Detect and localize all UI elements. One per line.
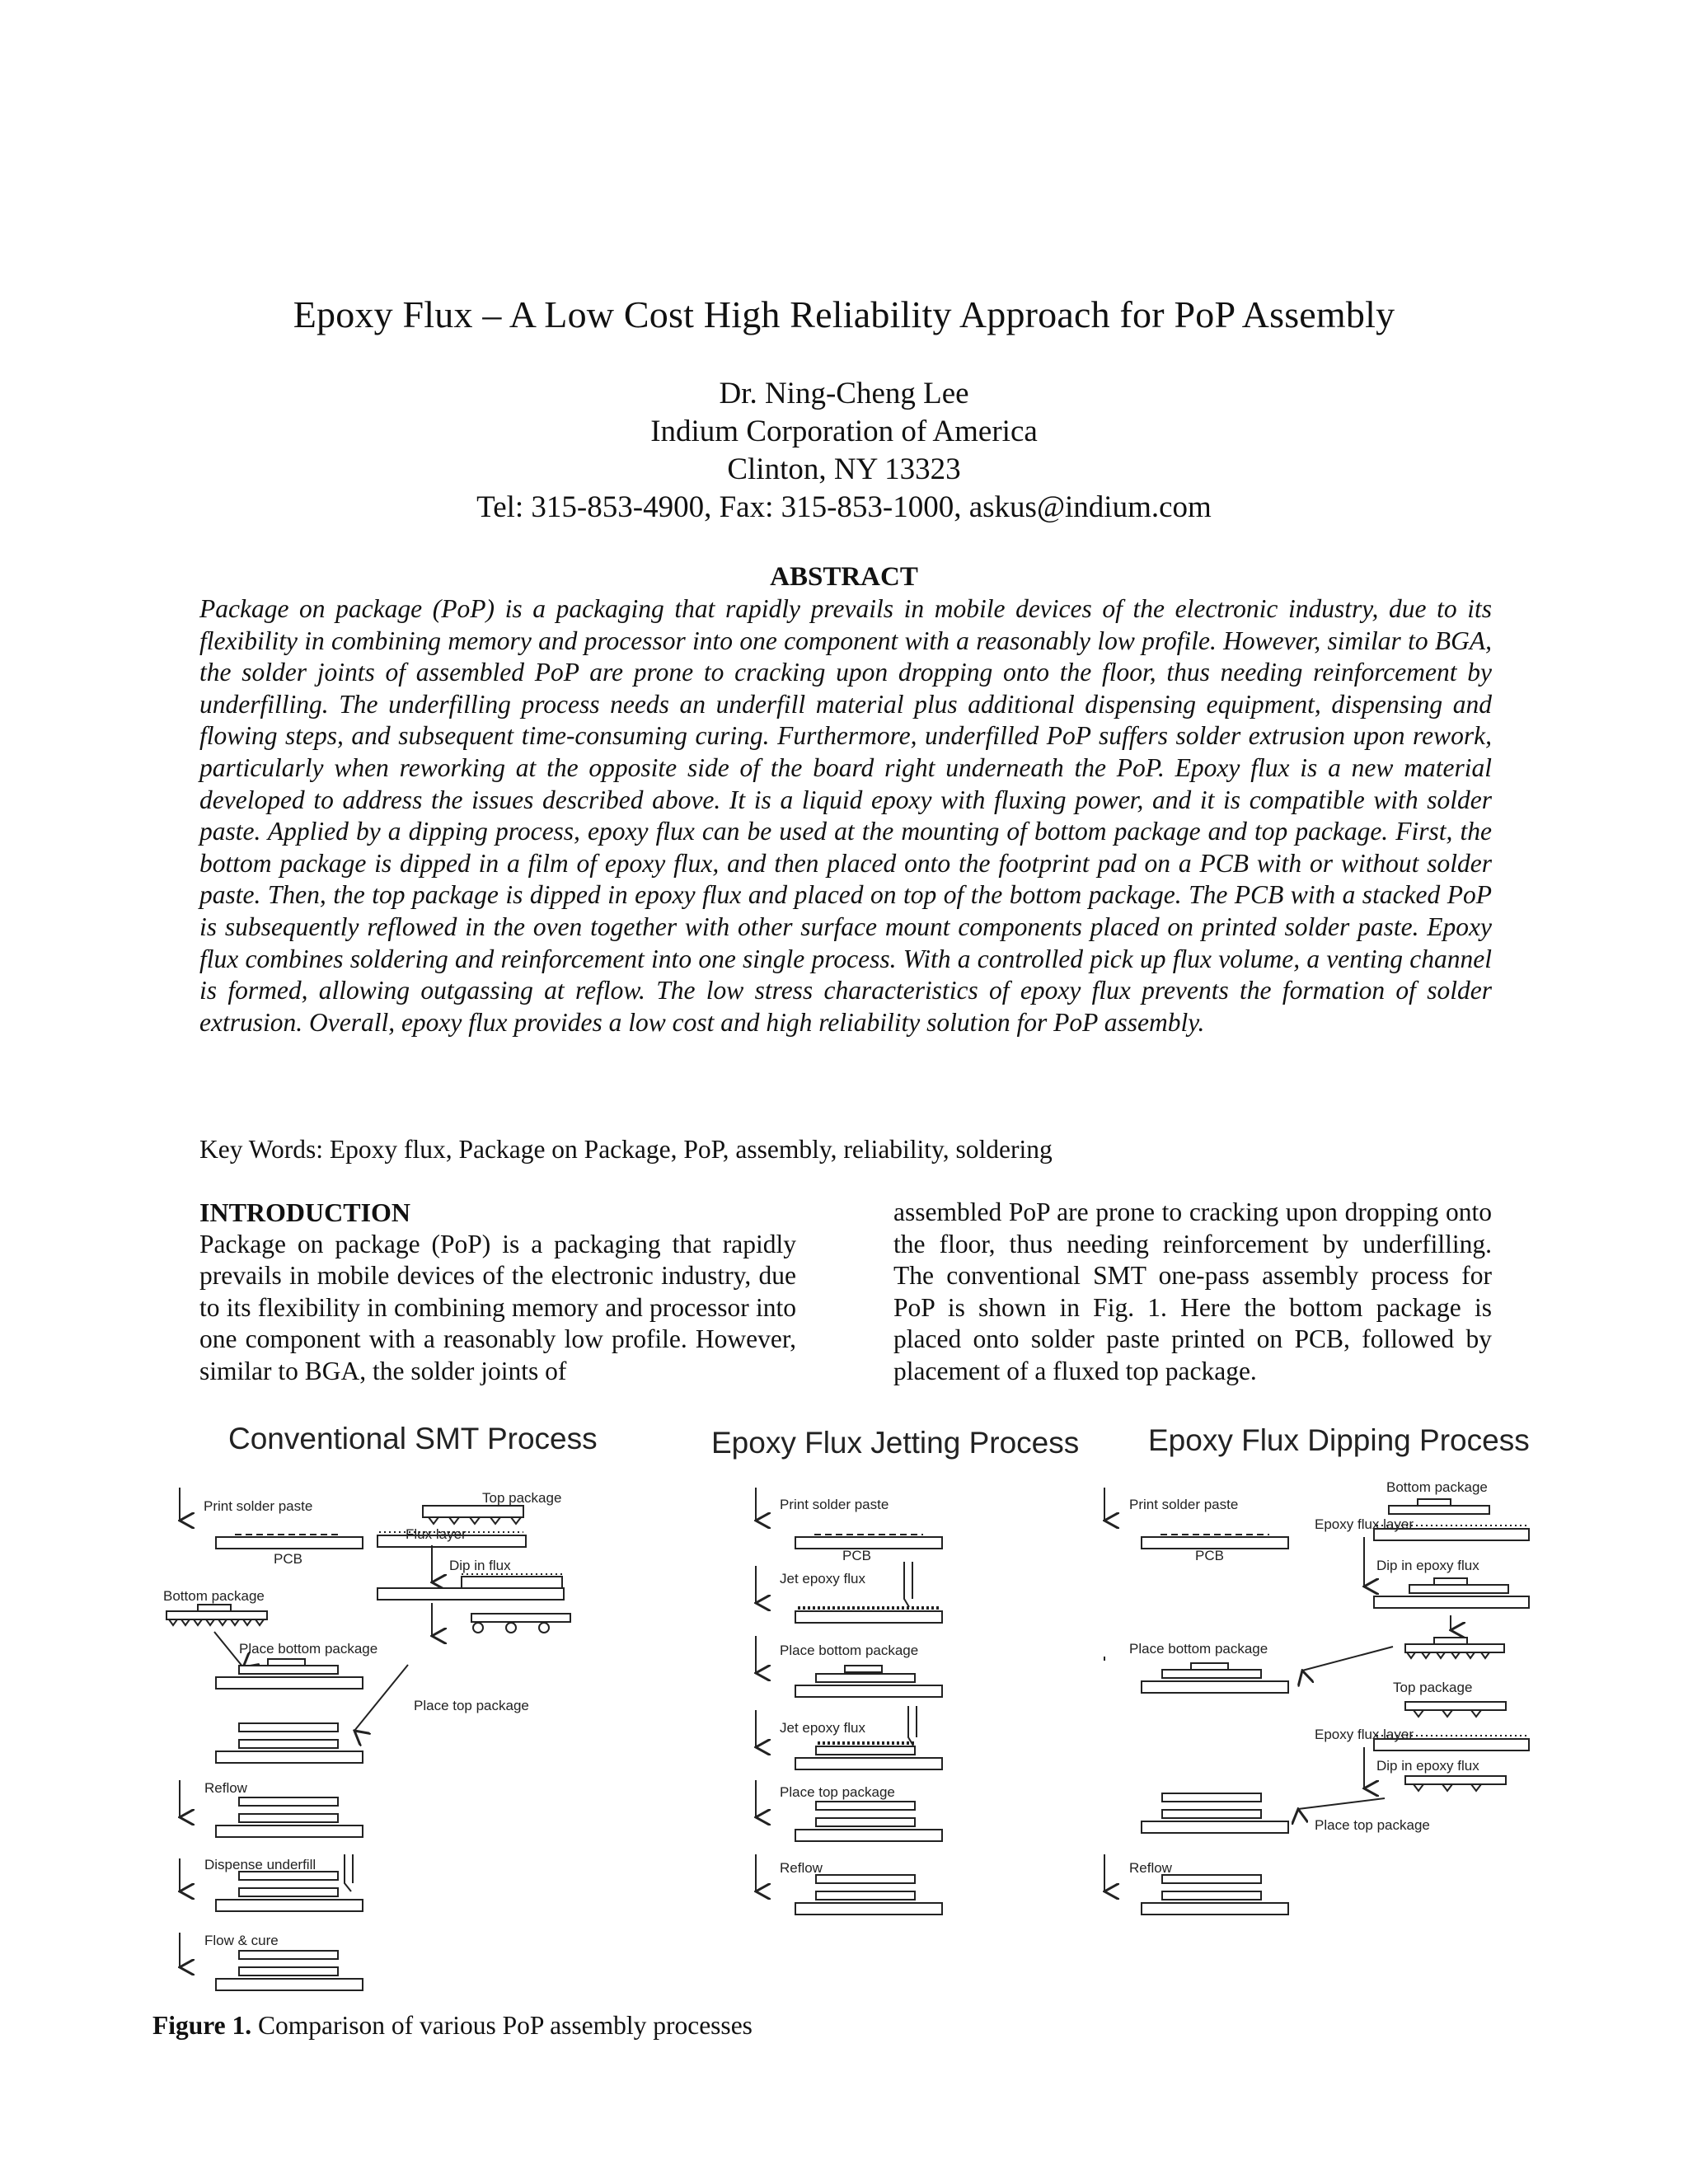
figure-1 — [148, 1413, 1550, 2007]
panel-1-label-place-bottom-package: Place bottom package — [239, 1641, 378, 1657]
panel-1-label-print-solder-paste: Print solder paste — [204, 1498, 313, 1514]
panel-1-label-flow-cure: Flow & cure — [204, 1933, 279, 1948]
author-name: Dr. Ning-Cheng Lee — [719, 377, 969, 410]
panel-3-label-pcb: PCB — [1195, 1548, 1224, 1563]
panel-1-label-bottom-package: Bottom package — [163, 1588, 265, 1604]
panel-3-label-dip-in-epoxy-flux-2: Dip in epoxy flux — [1376, 1758, 1479, 1774]
panel-2-label-jet-epoxy-flux: Jet epoxy flux — [780, 1571, 865, 1586]
panel-2-label-place-bottom-package: Place bottom package — [780, 1643, 919, 1658]
caption-text: Comparison of various PoP assembly processes — [251, 2011, 753, 2040]
intro-right-column — [893, 1197, 1492, 1388]
panel-1-label-top-package: Top package — [482, 1490, 562, 1506]
intro-heading: INTRODUCTION — [199, 1197, 411, 1227]
caption-label: Figure 1. — [152, 2011, 252, 2040]
abstract-heading: ABSTRACT — [770, 562, 918, 592]
panel-3-label-print-solder-paste: Print solder paste — [1129, 1497, 1239, 1512]
author-contact: Tel: 315-853-4900, Fax: 315-853-1000, askus@indium.com — [476, 490, 1212, 524]
author-block — [0, 375, 1688, 527]
figure-caption — [152, 2011, 1306, 2041]
author-address: Clinton, NY 13323 — [727, 452, 961, 486]
panel-3-label-dip-in-epoxy-flux: Dip in epoxy flux — [1376, 1558, 1479, 1573]
panel-1-label-pcb: PCB — [274, 1551, 302, 1567]
figure-diagram — [148, 1413, 1550, 2007]
panel-2-label-reflow: Reflow — [780, 1860, 823, 1876]
panel-1-title: Conventional SMT Process — [228, 1422, 598, 1455]
panel-3-title: Epoxy Flux Dipping Process — [1148, 1423, 1530, 1457]
panel-3-label-place-bottom-package: Place bottom package — [1129, 1641, 1268, 1657]
panel-2-title: Epoxy Flux Jetting Process — [711, 1426, 1080, 1460]
intro-left-column — [199, 1197, 796, 1388]
abstract-body: Package on package (PoP) is a packaging that rapidly prevails in mobile devices of the electronic industry, due to its flexibility in combining memory and processor into one component with a reasonably low profile. However, similar to BGA, the solder joints of assembled PoP are prone to cracking upon dropping onto the floor, thus needing reinforcement by underfilling. The underfilling process needs an underfill material plus additional dispensing equipment, dispensing and flowing steps, and subsequent time-consuming curing. Furthermore, underfilled PoP suffers solder extrusion upon rework, particularly when reworking at the opposite side of the board right underneath the PoP. Epoxy flux is a new material developed to address the issues described above. It is a liquid epoxy with fluxing power, and it is compatible with solder paste. Applied by a dipping process, epoxy flux can be used at the mounting of bottom package and top package. First, the bottom package is dipped in a film of epoxy flux, and then placed onto the footprint pad on a PCB with or without solder paste. Then, the top package is dipped in epoxy flux and placed on top of the bottom package. The PCB with a stacked PoP is subsequently reflowed in the oven together with other surface mount components placed on printed solder paste. Epoxy flux combines soldering and reinforcement into one single process. With a controlled pick up flux volume, a venting channel is formed, allowing outgassing at reflow. The low stress characteristics of epoxy flux prevents the formation of solder extrusion. Overall, epoxy flux provides a low cost and high reliability solution for PoP assembly. — [199, 594, 1492, 1037]
panel-3-label-top-package: Top package — [1393, 1680, 1473, 1695]
intro-right-text: assembled PoP are prone to cracking upon dropping onto the floor, thus needing reinforcement by underfilling. The conventional SMT one-pass assembly process for PoP is shown in Fig. 1. Here the bottom package is placed onto solder paste printed on PCB, followed by placement of a fluxed top package. — [893, 1197, 1492, 1385]
panel-2-label-place-top-package: Place top package — [780, 1784, 895, 1800]
panel-1-label-place-top-package: Place top package — [414, 1698, 529, 1713]
panel-3-drawing — [1104, 1488, 1529, 1915]
panel-3-label-place-top-package: Place top package — [1315, 1817, 1430, 1833]
panel-2-label-jet-epoxy-flux-2: Jet epoxy flux — [780, 1720, 865, 1736]
panel-3-label-reflow: Reflow — [1129, 1860, 1172, 1876]
panel-1-label-reflow: Reflow — [204, 1780, 247, 1796]
panel-3-label-bottom-package: Bottom package — [1386, 1479, 1488, 1495]
panel-1-label-flux-layer: Flux layer — [406, 1526, 467, 1542]
panel-1-label-dispense-underfill: Dispense underfill — [204, 1857, 316, 1872]
paper-title: Epoxy Flux – A Low Cost High Reliability Approach for PoP Assembly — [293, 293, 1395, 335]
panel-1-label-dip-in-flux: Dip in flux — [449, 1558, 511, 1573]
keywords: Key Words: Epoxy flux, Package on Package, PoP, assembly, reliability, soldering — [199, 1135, 1053, 1164]
panel-3-label-epoxy-flux-layer: Epoxy flux layer — [1315, 1516, 1414, 1532]
panel-2-label-pcb: PCB — [842, 1548, 871, 1563]
author-affiliation: Indium Corporation of America — [650, 415, 1038, 448]
panel-2-label-print-solder-paste: Print solder paste — [780, 1497, 889, 1512]
intro-left-text: Package on package (PoP) is a packaging that rapidly prevails in mobile devices of the electronic industry, due to its flexibility in combining memory and processor into one component with a reasonably low profile. However, similar to BGA, the solder joints of — [199, 1229, 796, 1385]
panel-3-label-epoxy-flux-layer-2: Epoxy flux layer — [1315, 1727, 1414, 1742]
